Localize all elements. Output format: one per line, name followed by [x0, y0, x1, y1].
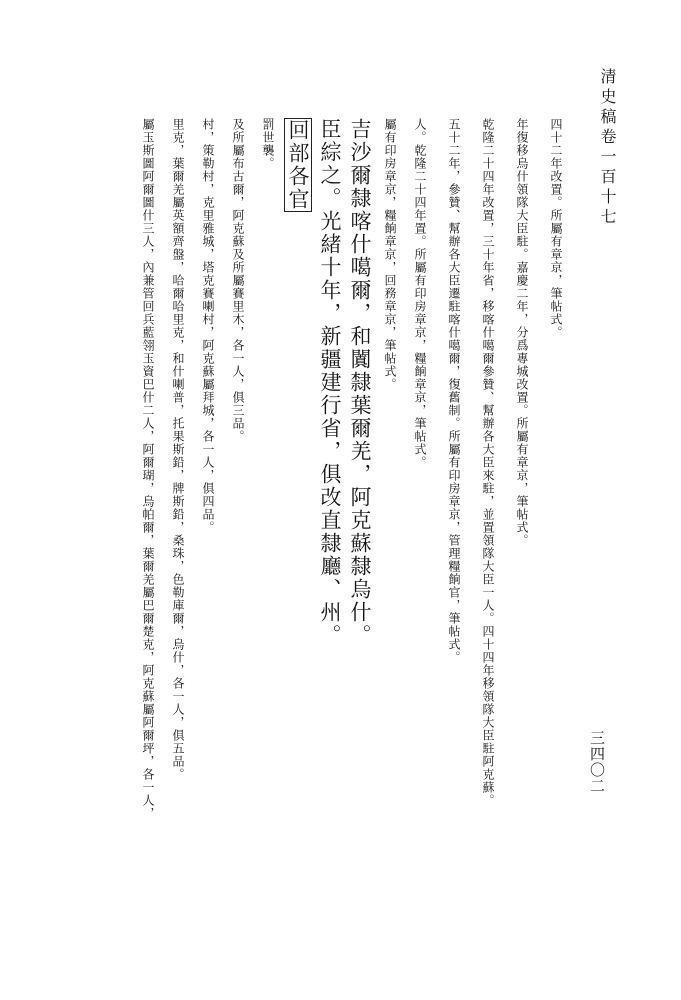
text-column: [440, 118, 468, 933]
text-body: [94, 118, 569, 933]
text-column: [508, 118, 536, 933]
text-column: [194, 118, 222, 933]
text-column: [254, 118, 282, 933]
text-segment: 屬有印房章京，糧餉章京，回務章京，筆帖式。: [383, 118, 397, 391]
text-segment: 罰世襲。: [261, 118, 275, 170]
text-segment: 四十二年改置。所屬有章京，筆帖式。: [549, 118, 563, 339]
text-segment: 五十二年，參贊、幫辦各大臣遷駐喀什噶爾，復舊制。所屬有印房章京，管理糧餉官，筆帖式。: [447, 118, 461, 664]
text-column: [164, 118, 192, 933]
text-segment: 乾隆二十四年改置，三十年省，移喀什噶爾參贊、幫辦各大臣來駐，並置領隊大臣一人。四十四年移領隊大臣駐阿克蘇。: [481, 118, 495, 807]
text-segment: 及所屬布古爾，阿克蘇及所屬賽里木，各一人，俱三品。: [231, 118, 245, 443]
text-segment: 人。乾隆二十四年置。所屬有印房章京，糧餉章京，筆帖式。: [413, 118, 427, 469]
text-column: [376, 118, 404, 933]
page-number: 三四〇二: [588, 730, 606, 794]
running-title: 清史稿卷一百十七: [598, 68, 617, 228]
text-segment: 里克，葉爾羌屬英額齊盤，哈爾哈里克，和什喇普，托果斯鉛，牌斯鉛，桑珠，色勒庫爾，烏什，各一人，俱五品。: [171, 118, 185, 781]
text-column: [474, 118, 502, 933]
text-column: [406, 118, 434, 933]
text-column: [284, 118, 312, 933]
text-column: [134, 118, 162, 933]
boxed-heading: 回部各官: [286, 119, 310, 211]
text-column: [224, 118, 252, 933]
text-column: [346, 118, 374, 933]
text-segment: 吉沙爾隸喀什噶爾，和闐隸葉爾羌，阿克蘇隸烏什。: [348, 118, 372, 647]
text-column: [542, 118, 570, 933]
text-column: [316, 118, 344, 933]
text-segment: 臣綜之。光緒十年，新疆建行省，俱改直隸廳、州。: [318, 118, 342, 647]
text-segment: 村，策勒村，克里雅城，塔克賽喇村，阿克蘇屬拜城，各一人，俱四品。: [201, 118, 215, 534]
text-segment: 年復移烏什領隊大臣駐。嘉慶二年，分爲專城改置。所屬有章京，筆帖式。: [515, 118, 529, 547]
text-segment: 屬玉斯圖阿爾圖什三人，內兼管回兵藍翎玉資巴什二人，阿爾瑚，烏帕爾，葉爾羌屬巴爾楚克，阿克蘇屬阿爾坪，各一人，: [141, 118, 155, 820]
